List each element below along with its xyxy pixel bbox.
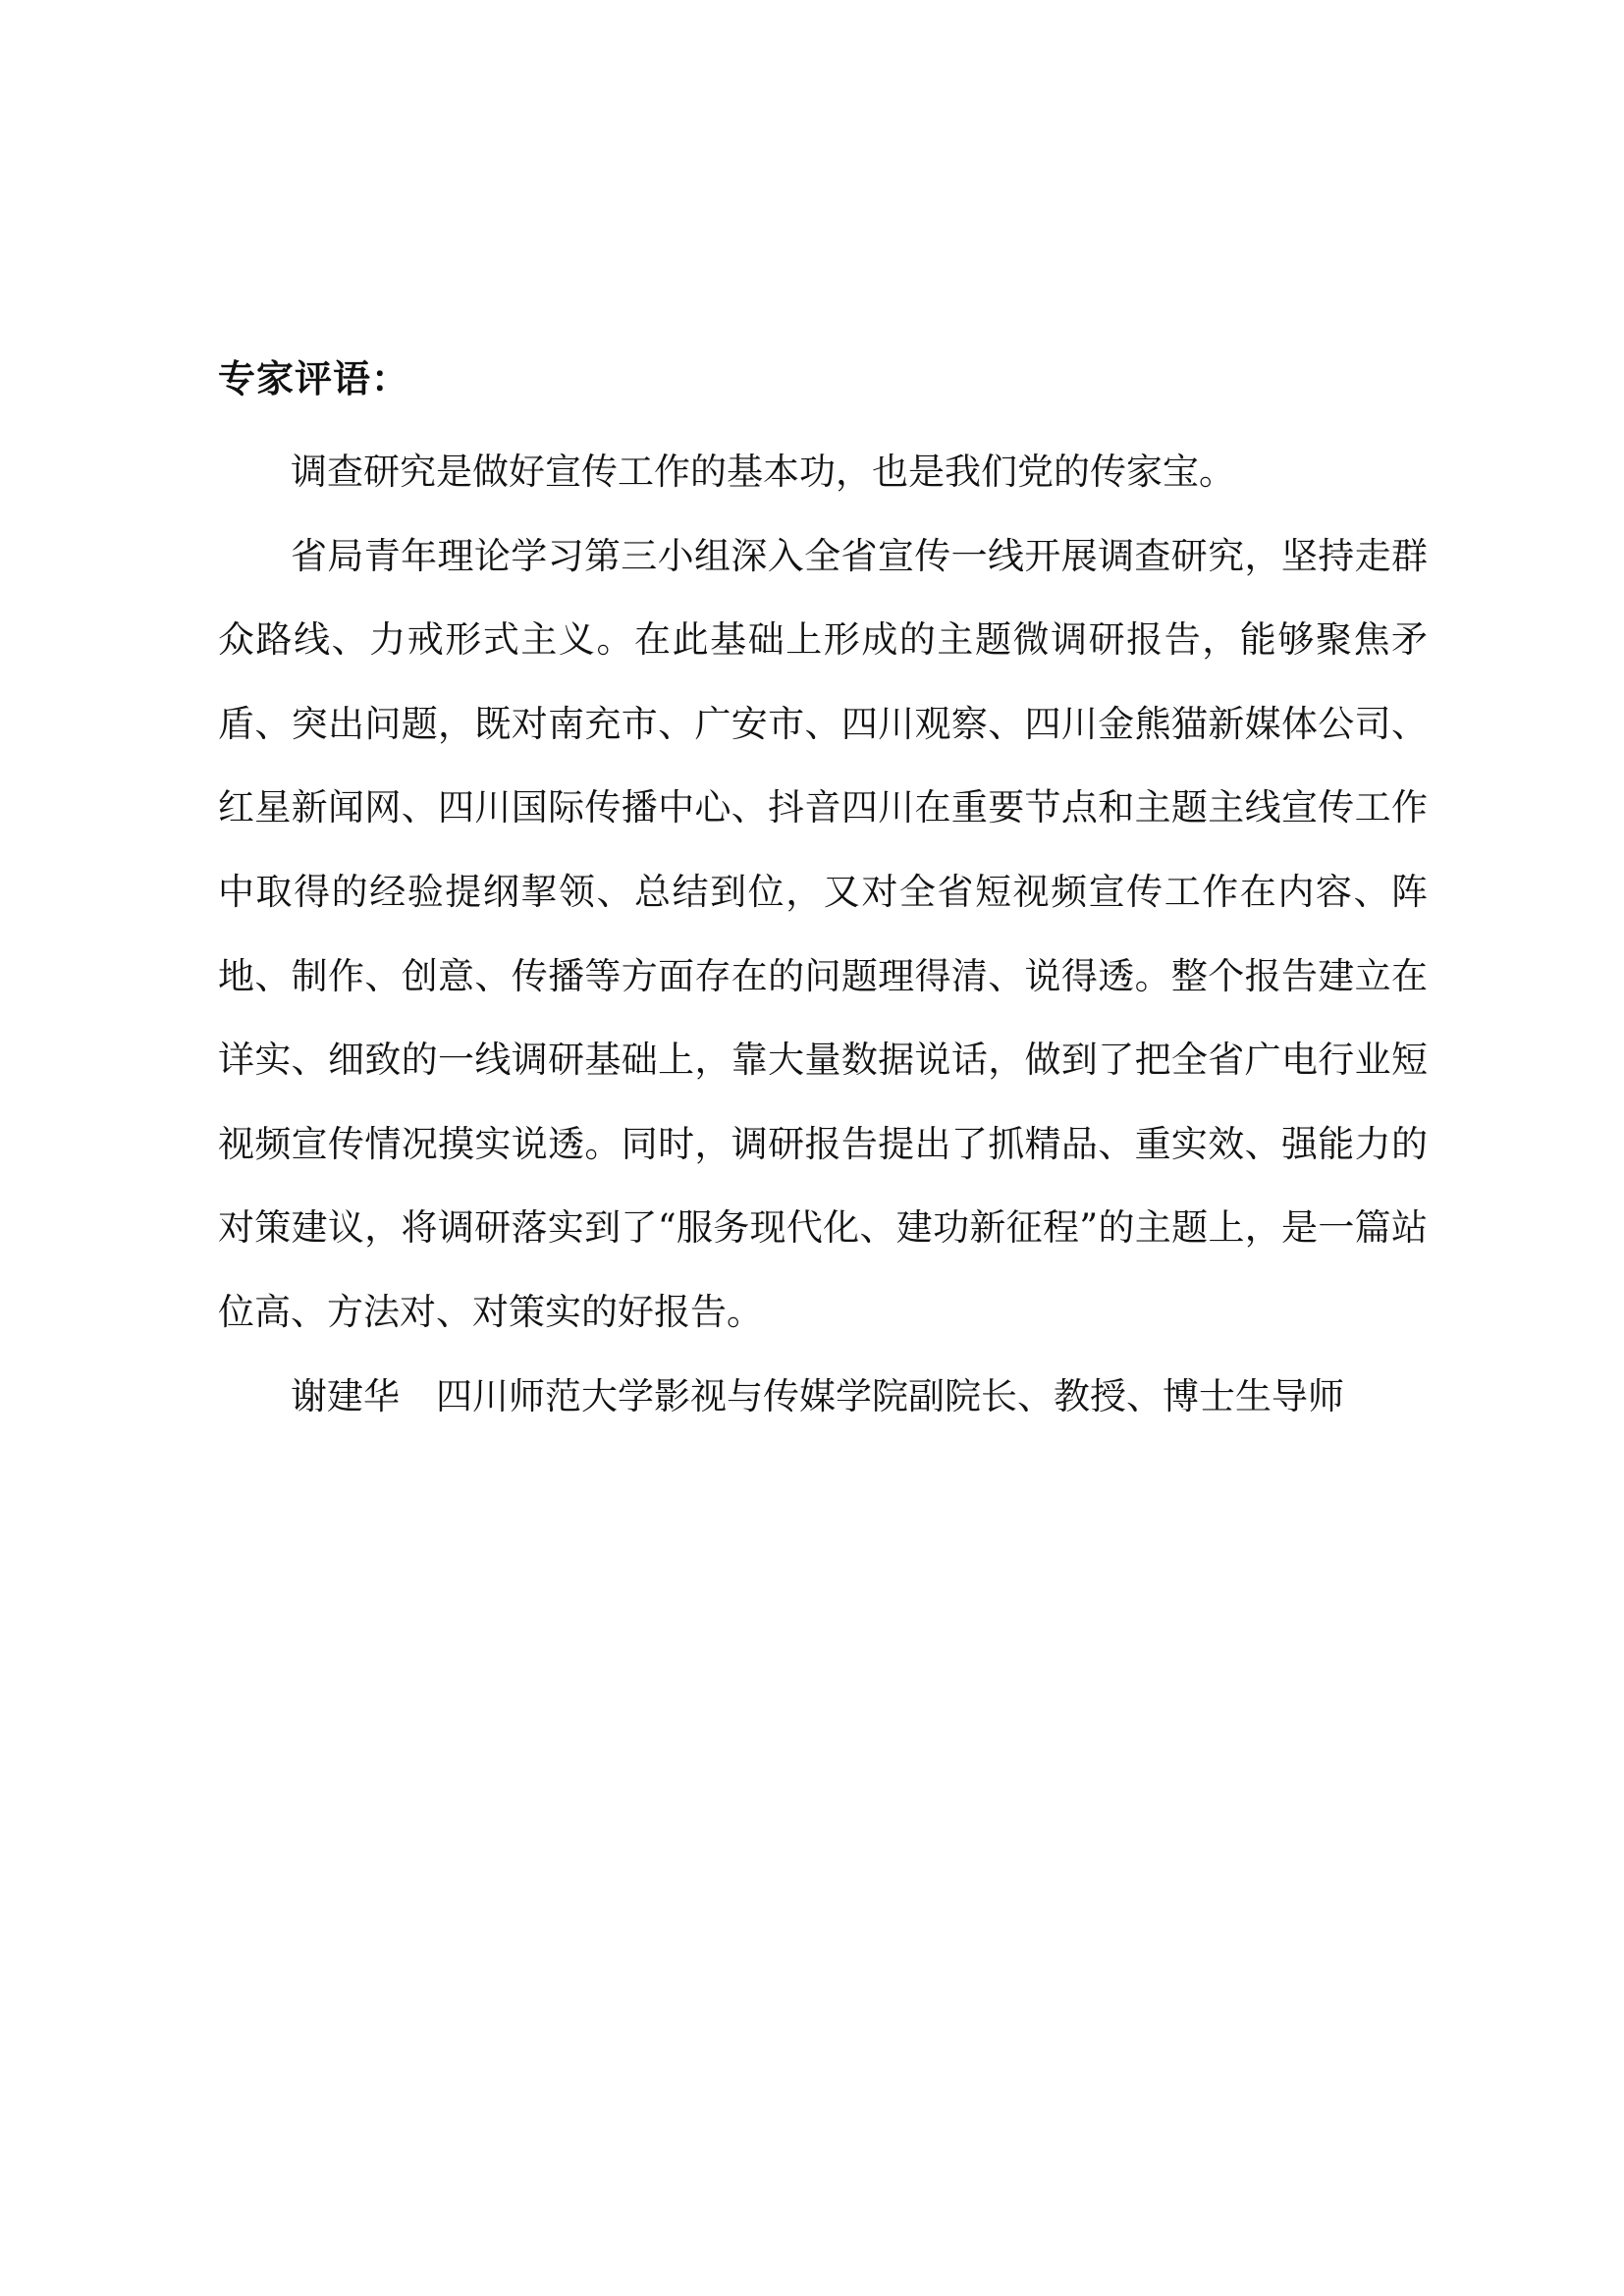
paragraph-signature: 谢建华 四川师范大学影视与传媒学院副院长、教授、博士生导师 (291, 1374, 1344, 1417)
paragraph-intro: 调查研究是做好宣传工作的基本功，也是我们党的传家宝。 (291, 451, 1235, 493)
paragraph-evaluation: 省局青年理论学习第三小组深入全省宣传一线开展调查研究，坚持走群众路线、力戒形式主义。在此基础上形成的主题微调研报告，能够聚焦矛盾、突出问题，既对南充市、广安市、四川观察、四川金熊猫新媒体公司、红星新闻网、四川国际传播中心、抖音四川在重要节点和主题主线宣传工作中取得的经验提纲挈领、总结到位，又对全省短视频宣传工作在内容、阵地、制作、创意、传播等方面存在的问题理得清、说得透。整个报告建立在详实、细致的一线调研基础上，靠大量数据说话，做到了把全省广电行业短视频宣传情况摸实说透。同时，调研报告提出了抓精品、重实效、强能力的对策建议，将调研落实到了“服务现代化、建功新征程”的主题上，是一篇站位高、方法对、对策实的好报告。 (218, 534, 1428, 1333)
comment-body (218, 430, 1428, 1438)
heading-expert-comment: 专家评语： (218, 357, 410, 400)
